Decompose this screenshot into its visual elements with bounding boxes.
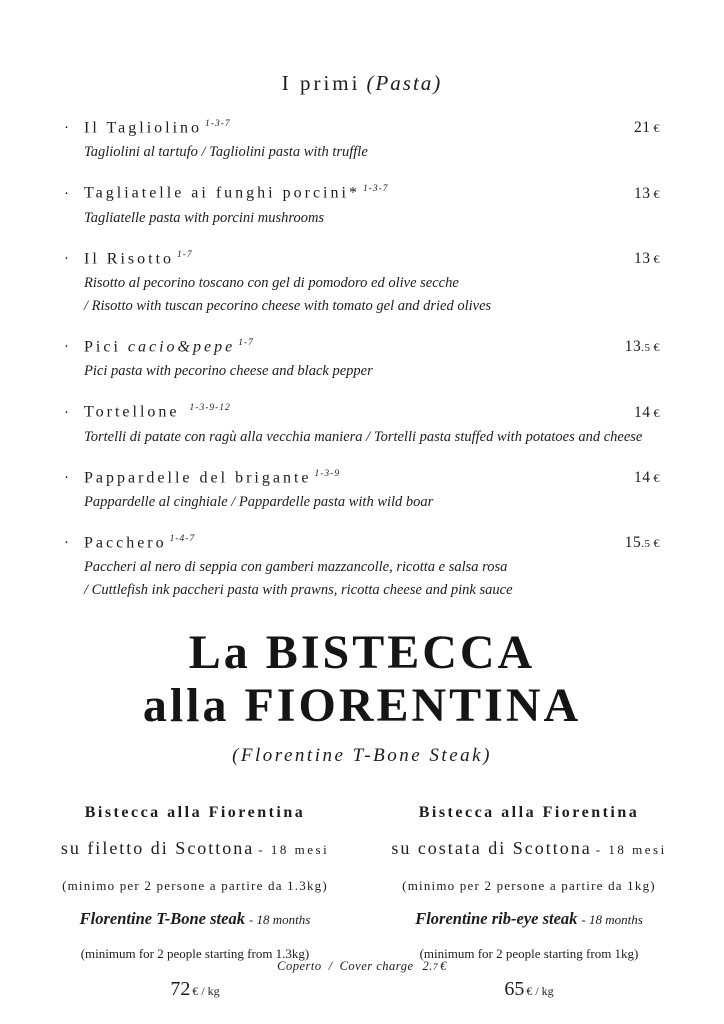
price: [625, 531, 660, 556]
euro-symbol: €: [653, 121, 660, 136]
steak-price-unit: € / kg: [192, 984, 220, 999]
cover-charge-int: 2.: [422, 959, 433, 973]
menu-item-head: [64, 527, 660, 556]
steak-heading-en: [362, 908, 696, 930]
steak-price-unit: € / kg: [526, 984, 554, 999]
euro-symbol: €: [653, 536, 660, 551]
steak-cut-en: Florentine rib-eye steak: [415, 909, 578, 929]
allergen-codes: 1-3-7: [362, 184, 389, 195]
dish-description: [64, 141, 660, 164]
price-dec: .5: [641, 538, 651, 551]
section-title-text: I primi: [281, 71, 361, 95]
allergen-codes: 1-7: [238, 337, 254, 348]
allergen-codes: 1-7: [177, 249, 193, 260]
euro-symbol: €: [653, 251, 660, 266]
price-int: 13: [634, 184, 651, 202]
section-title-note: (Pasta): [366, 71, 443, 95]
steak-note-it: (minimo per 2 persone a partire da 1.3kg): [62, 878, 328, 894]
steak-aging: - 18 mesi: [595, 842, 667, 858]
steak-aging-en: - 18 months: [248, 912, 311, 928]
price-int: 21: [634, 119, 651, 137]
menu-item: [64, 177, 660, 229]
steak-heading: Bistecca alla Fiorentina: [418, 804, 640, 822]
dish-description: [64, 207, 660, 230]
steak-title-line2: alla FIORENTINA: [142, 679, 582, 733]
bullet-icon: ·: [64, 185, 69, 202]
cover-charge-dec: 7: [432, 963, 439, 973]
dish-name-main: Pici: [84, 338, 128, 356]
price-int: 15: [624, 534, 642, 552]
allergen-codes: 1-3-9-12: [189, 403, 231, 414]
desc-line: Tortelli di patate con ragù alla vecchia maniera / Tortelli pasta stuffed with potatoes and cheese: [84, 428, 643, 445]
dish-name: [84, 112, 634, 140]
dish-name-main: Pacchero: [84, 534, 167, 552]
desc-line: Risotto al pecorino toscano con gel di pomodoro ed olive secche: [84, 274, 459, 291]
price-int: 13: [634, 249, 651, 267]
dish-name: [84, 331, 625, 359]
dish-name: [84, 243, 634, 271]
price-int: 14: [634, 468, 651, 486]
menu-items-list: [0, 96, 724, 602]
footer-slash: /: [328, 959, 333, 973]
price: [634, 247, 660, 272]
steak-heading: Bistecca alla Fiorentina: [84, 804, 306, 822]
dish-name-main: Il Tagliolino: [84, 119, 203, 137]
steak-cut: su filetto di Scottona: [60, 838, 255, 859]
steak-price-value: 65: [504, 978, 525, 1001]
steak-price: [362, 976, 696, 1004]
steak-note-it: (minimo per 2 persone a partire da 1kg): [402, 878, 656, 894]
euro-symbol: €: [440, 959, 447, 973]
steak-subheading: [362, 836, 696, 862]
allergen-codes: 1-4-7: [169, 533, 196, 544]
menu-item-head: [64, 177, 660, 206]
steak-cut-en: Florentine T-Bone steak: [79, 909, 245, 929]
dish-description: [64, 360, 660, 383]
dish-name: [84, 527, 625, 555]
euro-symbol: €: [653, 470, 660, 485]
desc-line: Paccheri al nero di seppia con gamberi mazzancolle, ricotta e salsa rosa: [84, 559, 508, 576]
dish-name: [84, 396, 634, 424]
dish-description: [64, 556, 660, 602]
bullet-icon: ·: [64, 469, 69, 486]
steak-subheading: [28, 836, 362, 862]
price-int: 13: [624, 338, 642, 356]
menu-item-head: [64, 331, 660, 360]
dish-name-main: Il Risotto: [84, 249, 175, 267]
dish-description: [64, 491, 660, 514]
allergen-codes: 1-3-9: [314, 468, 341, 479]
steak-note-en: (minimum for 2 people starting from 1.3kg): [80, 946, 310, 962]
dish-description: [64, 272, 660, 318]
steak-section-subtitle: (Florentine T-Bone Steak): [232, 745, 492, 767]
menu-item: [64, 462, 660, 514]
steak-heading-en: [28, 908, 362, 930]
allergen-codes: 1-3-7: [205, 119, 231, 129]
desc-line: Tagliolini al tartufo / Tagliolini pasta with truffle: [84, 144, 368, 161]
price: [634, 182, 660, 207]
steak-price: [28, 976, 362, 1004]
dish-name: [84, 462, 634, 490]
steak-note-en: (minimum for 2 people starting from 1kg): [419, 946, 639, 962]
menu-item: [64, 396, 660, 448]
menu-item-head: [64, 112, 660, 141]
bullet-icon: ·: [64, 339, 69, 356]
price-dec: .5: [641, 342, 651, 355]
steak-column-costata: [362, 803, 696, 1004]
cover-charge-amount: [423, 959, 447, 973]
price: [625, 335, 660, 360]
desc-line: Tagliatelle pasta with porcini mushrooms: [84, 209, 325, 226]
menu-item-head: [64, 396, 660, 425]
dish-name-italic: cacio&pepe: [127, 338, 236, 356]
price: [634, 401, 660, 426]
euro-symbol: €: [653, 405, 660, 420]
section-title: [0, 0, 724, 96]
steak-cut: su costata di Scottona: [391, 838, 592, 859]
steak-aging: - 18 mesi: [258, 842, 330, 858]
menu-item: [64, 112, 660, 164]
desc-line: / Risotto with tuscan pecorino cheese with tomato gel and dried olives: [84, 297, 492, 314]
cover-charge-label-it: Coperto: [277, 959, 322, 973]
price: [634, 116, 660, 141]
dish-name-main: Tortellone: [84, 403, 187, 421]
dish-name-main: Pappardelle del brigante: [84, 468, 312, 486]
steak-aging-en: - 18 months: [581, 912, 643, 928]
dish-description: [64, 426, 660, 449]
menu-item: [64, 331, 660, 383]
menu-item: [64, 527, 660, 602]
dish-name: [84, 177, 634, 205]
bullet-icon: ·: [64, 250, 69, 267]
steak-title-line1: La BISTECCA: [188, 626, 536, 680]
price: [634, 466, 660, 491]
cover-charge-label-en: Cover charge: [339, 959, 414, 973]
steak-section-title: [0, 626, 724, 732]
euro-symbol: €: [653, 340, 660, 355]
cover-charge-footer: [0, 959, 724, 974]
desc-line: Pappardelle al cinghiale / Pappardelle pasta with wild boar: [84, 493, 434, 510]
euro-symbol: €: [653, 186, 660, 201]
steak-columns: [0, 803, 724, 1004]
dish-name-main: Tagliatelle ai funghi porcini: [84, 184, 349, 202]
bullet-icon: ·: [64, 404, 69, 421]
price-int: 14: [634, 403, 651, 421]
menu-item-head: [64, 462, 660, 491]
desc-line: / Cuttlefish ink paccheri pasta with prawns, ricotta cheese and pink sauce: [84, 582, 513, 599]
menu-item-head: [64, 243, 660, 272]
steak-price-value: 72: [170, 978, 191, 1001]
menu-item: [64, 243, 660, 318]
bullet-icon: ·: [64, 120, 69, 137]
dish-star: *: [348, 184, 360, 202]
steak-column-filetto: [28, 803, 362, 1004]
bullet-icon: ·: [64, 535, 69, 552]
desc-line: Pici pasta with pecorino cheese and black pepper: [84, 363, 373, 380]
